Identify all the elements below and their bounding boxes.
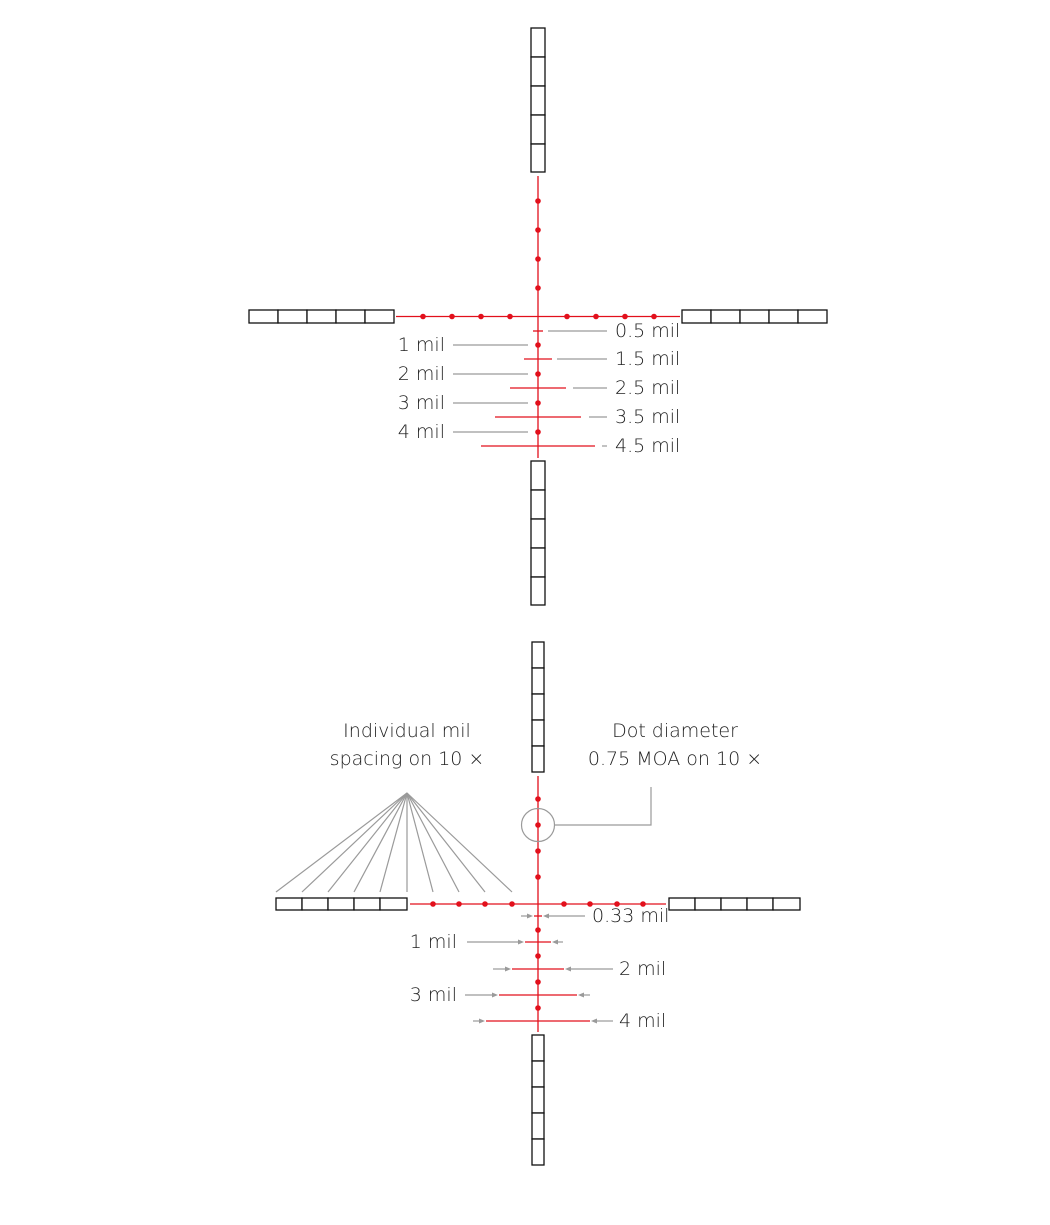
top-label-4-5-mil: 4.5 mil xyxy=(615,435,681,457)
top-label-1-mil: 1 mil xyxy=(397,334,445,356)
dot-diameter-callout xyxy=(522,787,652,842)
bottom-label-4-mil: 4 mil xyxy=(619,1010,667,1032)
top-post-left xyxy=(249,310,394,323)
top-post-upper xyxy=(531,28,545,172)
bottom-post-right xyxy=(669,898,800,910)
spacing-caption-line-1: Individual mil xyxy=(343,720,471,742)
dot-caption-line-2: 0.75 MOA on 10 × xyxy=(587,748,763,770)
top-reticle xyxy=(249,28,827,605)
top-label-4-mil: 4 mil xyxy=(397,421,445,443)
top-label-0-5-mil: 0.5 mil xyxy=(615,320,681,342)
dot-caption-line-1: Dot diameter xyxy=(612,720,738,742)
top-post-lower xyxy=(531,461,545,605)
bottom-label-3-mil: 3 mil xyxy=(409,984,457,1006)
top-label-2-mil: 2 mil xyxy=(397,363,445,385)
bottom-label-0-33-mil: 0.33 mil xyxy=(592,905,670,927)
top-label-1-5-mil: 1.5 mil xyxy=(615,348,681,370)
bottom-reticle xyxy=(276,642,800,1165)
spacing-fan-lines xyxy=(276,793,512,892)
bottom-post-left xyxy=(276,898,407,910)
top-label-3-mil: 3 mil xyxy=(397,392,445,414)
bottom-label-2-mil: 2 mil xyxy=(619,958,667,980)
spacing-caption-line-2: spacing on 10 × xyxy=(329,748,485,770)
top-label-2-5-mil: 2.5 mil xyxy=(615,377,681,399)
bottom-post-lower xyxy=(532,1035,544,1165)
bottom-label-1-mil: 1 mil xyxy=(409,931,457,953)
top-post-right xyxy=(682,310,827,323)
top-label-3-5-mil: 3.5 mil xyxy=(615,406,681,428)
bottom-post-upper xyxy=(532,642,544,772)
